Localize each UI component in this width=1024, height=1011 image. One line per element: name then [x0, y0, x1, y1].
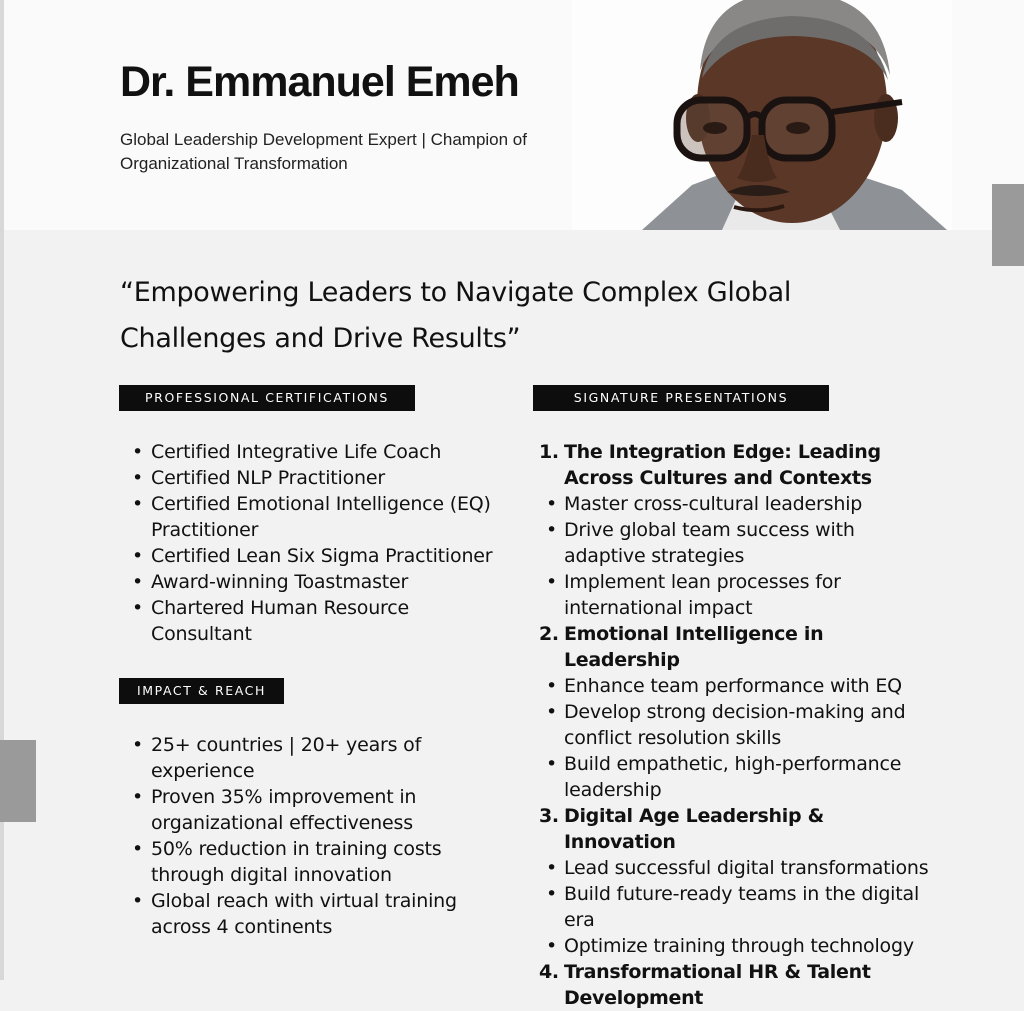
presentations-label: SIGNATURE PRESENTATIONS [533, 385, 829, 411]
list-item: • Enhance team performance with EQ [533, 673, 933, 699]
list-item: • Certified NLP Practitioner [120, 465, 510, 491]
scrollbar-thumb[interactable] [992, 184, 1024, 266]
presentation-number: 3. [539, 805, 559, 827]
presentation-title: Emotional Intelligence in Leadership [564, 623, 824, 671]
presentation-item [533, 621, 933, 803]
presentation-item [533, 803, 933, 959]
presentation-title: Digital Age Leadership & Innovation [564, 805, 824, 853]
list-item: • Certified Integrative Life Coach [120, 439, 510, 465]
list-item: • Drive global team success with adaptive strategies [533, 517, 933, 569]
list-item: • Global reach with virtual training across 4 continents [120, 888, 480, 940]
presentation-number: 1. [539, 441, 559, 463]
presentations-list [533, 439, 933, 1011]
speaker-photo [572, 0, 952, 230]
list-item: • Master cross-cultural leadership [533, 491, 933, 517]
list-item: • Proven 35% improvement in organizational effectiveness [120, 784, 480, 836]
list-item: • Award-winning Toastmaster [120, 569, 510, 595]
list-item: • Optimize training through technology [533, 933, 933, 959]
presentation-number: 2. [539, 623, 559, 645]
list-item: • Implement lean processes for international impact [533, 569, 933, 621]
presentation-title: The Integration Edge: Leading Across Cultures and Contexts [564, 441, 881, 489]
presentation-number: 4. [539, 961, 559, 983]
side-tab-handle[interactable] [0, 740, 36, 822]
impact-list [120, 732, 480, 940]
presentation-item [533, 959, 933, 1011]
certifications-label: PROFESSIONAL CERTIFICATIONS [119, 385, 415, 411]
speaker-name: Dr. Emmanuel Emeh [120, 58, 519, 106]
certifications-list [120, 439, 510, 647]
list-item: • 50% reduction in training costs through digital innovation [120, 836, 480, 888]
portrait-image [572, 0, 952, 230]
list-item: • Lead successful digital transformations [533, 855, 933, 881]
list-item: • Build future-ready teams in the digital era [533, 881, 933, 933]
headline-quote: “Empowering Leaders to Navigate Complex Global Challenges and Drive Results” [120, 277, 792, 354]
list-item: • Chartered Human Resource Consultant [120, 595, 510, 647]
presentation-item [533, 439, 933, 621]
presentation-title: Transformational HR & Talent Development [564, 961, 871, 1009]
list-item: • Develop strong decision-making and conflict resolution skills [533, 699, 933, 751]
impact-label: IMPACT & REACH [119, 678, 284, 704]
list-item: • 25+ countries | 20+ years of experience [120, 732, 480, 784]
speaker-tagline: Global Leadership Development Expert | Champion of Organizational Transformation [120, 130, 527, 173]
list-item: • Certified Emotional Intelligence (EQ) Practitioner [120, 491, 510, 543]
page-edge [0, 0, 4, 980]
list-item: • Certified Lean Six Sigma Practitioner [120, 543, 510, 569]
list-item: • Build empathetic, high-performance leadership [533, 751, 933, 803]
